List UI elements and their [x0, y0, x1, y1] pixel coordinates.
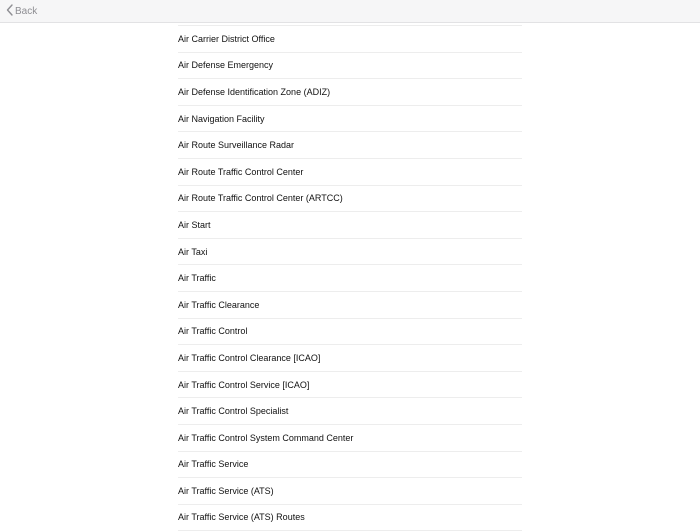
list-item[interactable]	[178, 319, 522, 346]
back-label: Back	[15, 5, 38, 17]
list-item-label: Air Route Traffic Control Center (ARTCC)	[178, 193, 343, 204]
list-item[interactable]	[178, 212, 522, 239]
list-item[interactable]	[178, 372, 522, 399]
list-item[interactable]	[178, 106, 522, 133]
list-item-label: Air Taxi	[178, 246, 208, 257]
list-item[interactable]	[178, 345, 522, 372]
list-item-label: Air Navigation Facility	[178, 113, 265, 124]
list-item-label: Air Traffic Service	[178, 459, 249, 470]
back-button[interactable]	[6, 3, 37, 19]
list-item[interactable]	[178, 26, 522, 53]
list-item[interactable]	[178, 265, 522, 292]
chevron-left-icon	[6, 4, 15, 19]
list-item[interactable]	[178, 505, 522, 531]
list-item[interactable]	[178, 186, 522, 213]
list-item-label: Air Route Surveillance Radar	[178, 140, 295, 151]
list-item-label: Air Traffic Control Specialist	[178, 406, 289, 417]
list-item-label: Air Traffic Service (ATS) Routes	[178, 512, 305, 523]
list-item[interactable]	[178, 398, 522, 425]
list-item-label: Air Traffic Control	[178, 326, 248, 337]
navigation-bar	[0, 0, 700, 23]
list-item[interactable]	[178, 478, 522, 505]
list-item-label: Air Traffic Clearance	[178, 299, 260, 310]
list-item[interactable]	[178, 53, 522, 80]
list-item-label: Air Traffic Control Clearance [ICAO]	[178, 352, 321, 363]
list-item[interactable]	[178, 425, 522, 452]
list-item[interactable]	[178, 159, 522, 186]
list-item-label: Air Traffic	[178, 273, 216, 284]
list-item[interactable]	[178, 292, 522, 319]
list-item-label: Air Start	[178, 219, 211, 230]
list-item[interactable]	[178, 452, 522, 479]
list-item[interactable]	[178, 79, 522, 106]
list-item-label: Air Traffic Control System Command Center	[178, 432, 354, 443]
list-item-label: Air Defense Identification Zone (ADIZ)	[178, 86, 331, 97]
glossary-list	[178, 25, 522, 531]
list-item[interactable]	[178, 132, 522, 159]
list-item-label: Air Carrier District Office	[178, 33, 275, 44]
list-item-label: Air Defense Emergency	[178, 60, 274, 71]
list-item-label: Air Traffic Service (ATS)	[178, 485, 274, 496]
list-item-label: Air Route Traffic Control Center	[178, 166, 304, 177]
list-item-label: Air Traffic Control Service [ICAO]	[178, 379, 310, 390]
list-item[interactable]	[178, 239, 522, 266]
